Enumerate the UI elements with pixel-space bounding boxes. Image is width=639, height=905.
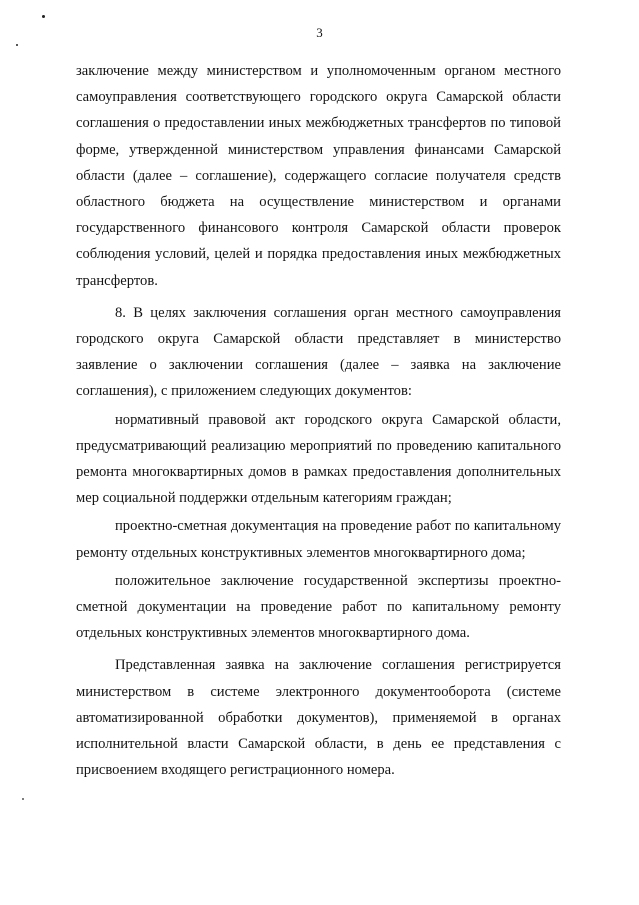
paragraph-item-8: 8. В целях заключения соглашения орган местного самоуправления городского округа Самарской области представляет в министерство заявление о заключении соглашения (далее – заявка на заключение соглашения), с приложением следующих документов: [76,304,561,400]
paragraph-registration: Представленная заявка на заключение соглашения регистрируется министерством в системе электронного документооборота (системе автоматизированной обработки документов), применяемой в органах исполнительной власти Самарской области, в день ее представления с присвоением входящего регистрационного номера. [76,657,561,779]
paragraph-expert-conclusion: положительное заключение государственной экспертизы проектно-сметной документации на проведение работ по капитальному ремонту отдельных конструктивных элементов многоквартирного дома. [76,572,561,642]
scan-speck [42,15,45,18]
scan-speck [16,44,18,46]
scan-speck [22,798,24,800]
document-body [76,58,561,783]
paragraph-continuation: заключение между министерством и уполномоченным органом местного самоуправления соответствующего городского округа Самарской области соглашения о предоставлении иных межбюджетных трансфертов по типовой форме, утвержденной министерством управления финансами Самарской области (далее – соглашение), содержащего согласие получателя средств областного бюджета на осуществление министерством и органами государственного финансового контроля Самарской области проверок соблюдения условий, целей и порядка предоставления иных межбюджетных трансфертов. [76,63,561,289]
paragraph-design-documentation: проектно-сметная документация на проведение работ по капитальному ремонту отдельных конструктивных элементов многоквартирного дома; [76,518,561,561]
paragraph-normative-act: нормативный правовой акт городского округа Самарской области, предусматривающий реализацию мероприятий по проведению капитального ремонта многоквартирных домов в рамках предоставления дополнительных мер социальной поддержки отдельным категориям граждан; [76,411,561,507]
page-number: 3 [316,25,323,40]
